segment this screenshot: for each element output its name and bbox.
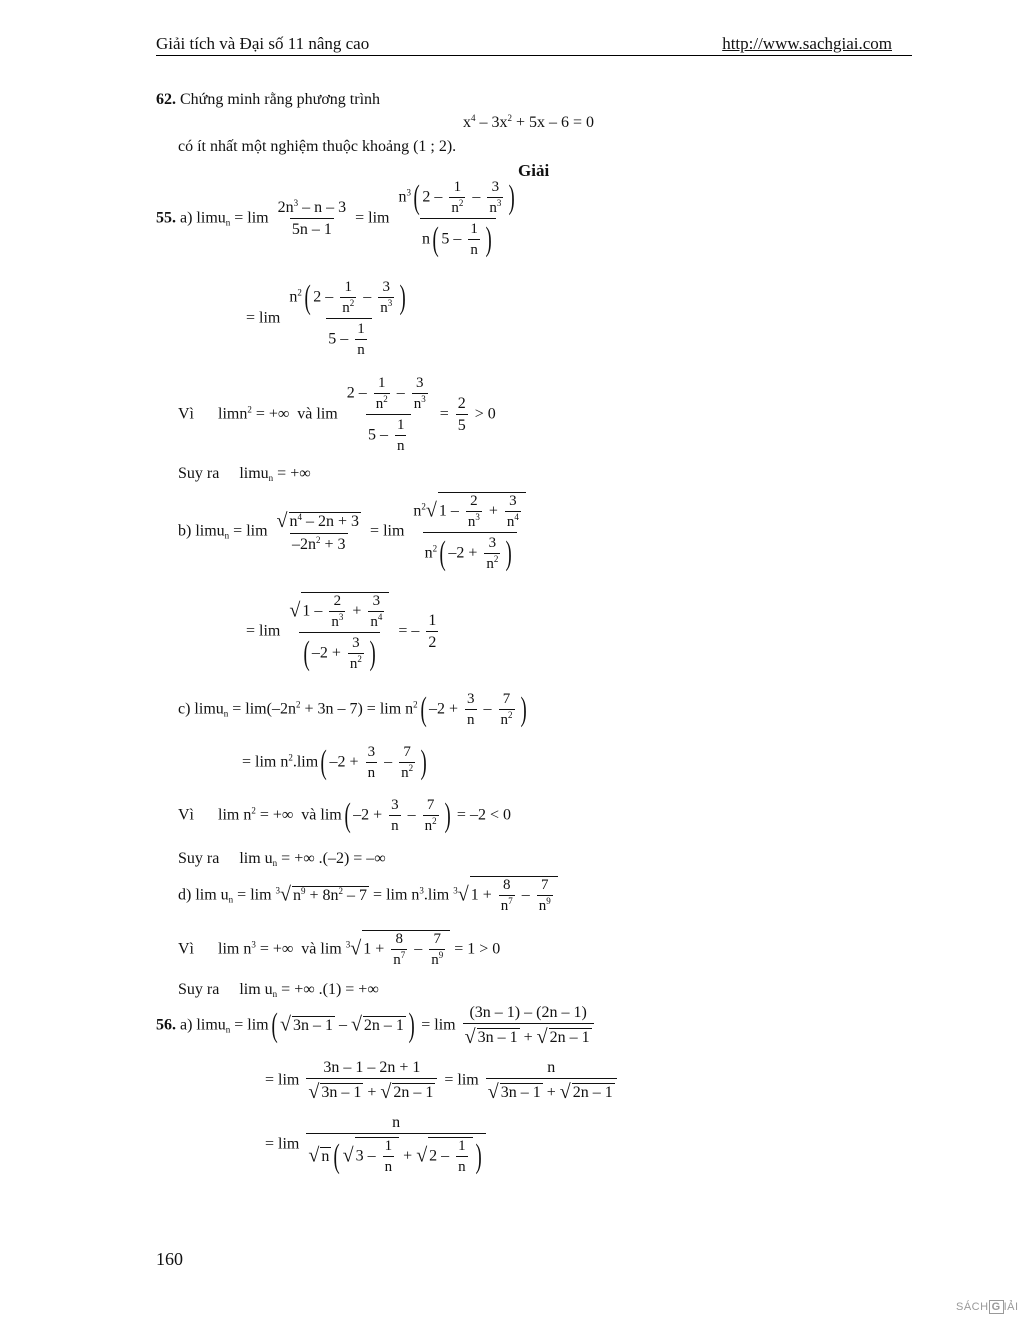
problem-62-equation: $x^4 - 3x^2 + 5x - 6 = 0$: [463, 113, 595, 131]
solution-55b-line2: = lim √ 1 – $\frac{2}{n^3}$ + $\frac{3}{n^4}$ ( –2 + $\frac{3}{n^2}$ ) = – $\frac{1}{2}$: [246, 593, 437, 672]
solution-55a-reason: Vì limn$^2$ = +∞ và lim 2 – $\frac{1}{n^2}$ – $\frac{3}{n^3}$ 5 – $\frac{1}{n}$ = $\frac{2}{5}$ > 0: [178, 375, 496, 454]
solution-55c-line2: = $\lim n^2.\lim$( –2 + $\frac{3}{n}$ – $\frac{7}{n^2}$ ): [242, 744, 427, 781]
solution-55d-line1: d) $\lim u_n = \lim ^3√$ $n^9 + 8n^2 - 7 = \lim n^3.\lim$ $^3$√ 1 + $\frac{8}{n^7}$ – $\frac{7}{n^9}$: [178, 876, 558, 914]
solution-55c-conclusion: Suy ra $\lim u_n$ = +∞ .(–2) = –∞: [178, 850, 386, 868]
solution-heading: Giải: [518, 161, 550, 180]
solution-55a-conclusion: Suy ra limu$_n$ = +∞: [178, 465, 311, 483]
problem-number: 62.: [156, 91, 176, 108]
solution-55d-reason: Vì $\lim n^3$ = +∞ và lim $^3$√ 1 + $\frac{8}{n^7}$ – $\frac{7}{n^9}$ = 1 > 0: [178, 931, 501, 968]
solution-55b-line1: b) limu$_n$ = lim $\frac{√ n^4 - 2n + 3}{-2n^2 + 3}$ = lim $n^2√$ 1 – $\frac{2}{n^3}$ + $\frac{3}{n^4}$ $n^2$( –2 + $\frac{3}{n^2}$ ): [178, 492, 531, 572]
solution-56a-line1: 56. a) limu$_n$ = lim( √ 3n – 1 – √ 2n – 1 ) = lim $\frac{(3n - 1) - (2n - 1)}{√ 3n - 1 + √ 2n - 1}$: [156, 1005, 597, 1047]
page-header: [156, 34, 912, 56]
solution-55a-line2: = lim $n^2$( 2 – $\frac{1}{n^2}$ – $\frac{3}{n^3}$ ) 5 – $\frac{1}{n}$: [246, 279, 406, 358]
solution-56a-line3: = lim n √ n ( √ 3 – $\frac{1}{n}$ + √ 2 – $\frac{1}{n}$ ): [265, 1115, 489, 1175]
solution-56a-line2: = lim $\frac{3n - 1 - 2n + 1}{√ 3n - 1 + √ 2n - 1}$ = lim $\frac{n}{√ 3n - 1 + √ 2n - 1}$: [265, 1060, 620, 1102]
problem-text: Chứng minh rằng phương trình: [180, 91, 381, 108]
problem-62-statement: [156, 92, 380, 108]
solution-55a-line1: 55. a) limu$_n$ = lim $\frac{2n^3 - n - 3}{5n - 1}$ = lim $n^3$( 2 – $\frac{1}{n^2}$ – $\frac{3}{n^3}$ ) n( 5 – $\frac{1}{n}$ ): [156, 179, 516, 258]
header-website-link[interactable]: http://www.sachgiai.com: [722, 34, 892, 53]
watermark-logo: SÁCH G IẢI: [956, 1301, 1019, 1313]
solution-55c-line1: c) $\lim u_n = \lim(-2n^2 + 3n - 7) = \lim n^2$( –2 + $\frac{3}{n}$ – $\frac{7}{n^2}$ ): [178, 691, 527, 728]
solution-55c-reason: Vì $\lim n^2$ = +∞ và lim( –2 + $\frac{3}{n}$ – $\frac{7}{n^2}$ ) = –2 < 0: [178, 797, 511, 834]
page-number: 160: [156, 1249, 183, 1269]
solution-55d-conclusion: Suy ra $\lim u_n$ = +∞ .(1) = +∞: [178, 981, 379, 999]
problem-62-condition: có ít nhất một nghiệm thuộc khoảng (1 ; 2).: [178, 138, 457, 155]
header-book-title: Giải tích và Đại số 11 nâng cao: [156, 34, 370, 53]
